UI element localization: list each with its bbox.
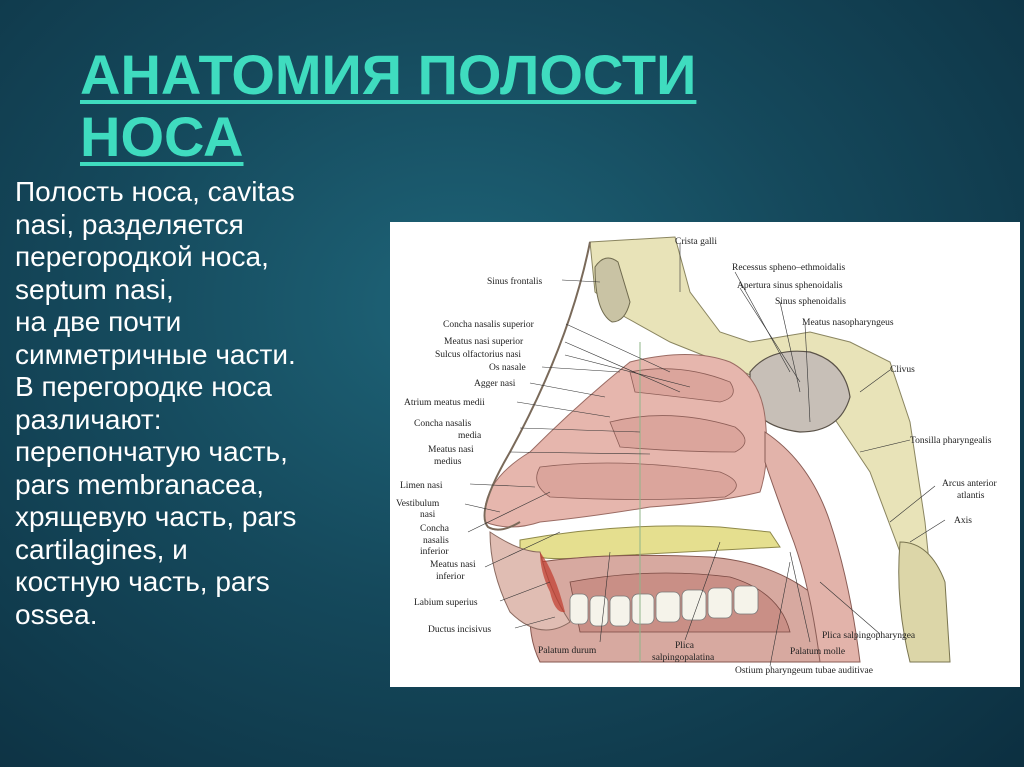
body-line: хрящевую часть, pars [15, 501, 297, 532]
label-concha-media-2: media [458, 431, 482, 441]
palate [520, 526, 780, 559]
label-concha-inferior-1: Concha [420, 524, 450, 534]
slide-body-text [15, 176, 393, 631]
body-line: cartilagines, и [15, 533, 188, 565]
cervical-vertebrae [899, 542, 950, 662]
label-palatum-durum: Palatum durum [538, 646, 597, 656]
label-axis: Axis [954, 516, 972, 526]
body-line: В перегородке носа [15, 371, 272, 402]
body-line: перепончатую часть, [15, 436, 288, 467]
label-plica-2: salpingopalatina [652, 653, 715, 663]
label-sinus-frontalis: Sinus frontalis [487, 277, 543, 287]
label-meatus-medius-2: medius [434, 457, 462, 467]
label-meatus-inferior-1: Meatus nasi [430, 560, 476, 570]
label-sinus-sphenoidalis: Sinus sphenoidalis [775, 297, 846, 307]
label-apertura: Apertura sinus sphenoidalis [737, 281, 843, 291]
label-arcus-2: atlantis [957, 491, 985, 501]
label-tonsilla: Tonsilla pharyngealis [910, 436, 992, 446]
body-line: nasi, разделяется [15, 208, 244, 240]
body-line: ossea. [15, 598, 98, 630]
anatomy-illustration [390, 222, 1020, 687]
label-concha-media-1: Concha nasalis [414, 419, 472, 429]
body-line: на две почти [15, 306, 182, 337]
label-palatum-molle: Palatum molle [790, 647, 846, 657]
label-recessus: Recessus spheno–ethmoidalis [732, 263, 846, 273]
label-vestibulum-1: Vestibulum [396, 499, 440, 509]
label-ostium: Ostium pharyngeum tubae auditivae [735, 666, 873, 676]
label-meatus-superior: Meatus nasi superior [444, 337, 524, 347]
body-line: Полость носа, cavitas [15, 176, 295, 207]
label-meatus-nasopharyngeus: Meatus nasopharyngeus [802, 318, 894, 328]
slide-title [80, 44, 800, 168]
label-concha-inferior-2: nasalis [423, 536, 449, 546]
label-meatus-inferior-2: inferior [436, 572, 465, 582]
body-line: перегородкой носа, [15, 241, 269, 272]
label-plica-1: Plica [675, 641, 694, 651]
label-vestibulum-2: nasi [420, 510, 436, 520]
label-atrium: Atrium meatus medii [404, 398, 485, 408]
label-concha-superior: Concha nasalis superior [443, 320, 534, 330]
label-crista-galli: Crista galli [675, 237, 717, 247]
body-line: симметричные части. [15, 338, 296, 370]
label-meatus-medius-1: Meatus nasi [428, 445, 474, 455]
body-line: различают: [15, 403, 162, 435]
label-limen: Limen nasi [400, 481, 443, 491]
nasal-cavity-anatomy-diagram [390, 222, 1020, 687]
body-line: septum nasi, [15, 273, 174, 305]
slide-title-line-1: АНАТОМИЯ ПОЛОСТИ [80, 43, 697, 106]
label-os-nasale: Os nasale [489, 363, 526, 373]
label-clivus: Clivus [890, 365, 915, 375]
label-plica-salpingopharyngea: Plica salpingopharyngea [822, 631, 916, 641]
label-concha-inferior-3: inferior [420, 547, 449, 557]
label-arcus-1: Arcus anterior [942, 479, 997, 489]
label-agger-nasi: Agger nasi [474, 379, 516, 389]
label-ductus: Ductus incisivus [428, 625, 492, 635]
label-labium: Labium superius [414, 598, 478, 608]
slide-title-line-2: НОСА [80, 105, 244, 168]
label-sulcus-olfactorius: Sulcus olfactorius nasi [435, 350, 522, 360]
body-line: pars membranacea, [15, 468, 265, 500]
body-line: костную часть, pars [15, 566, 270, 597]
